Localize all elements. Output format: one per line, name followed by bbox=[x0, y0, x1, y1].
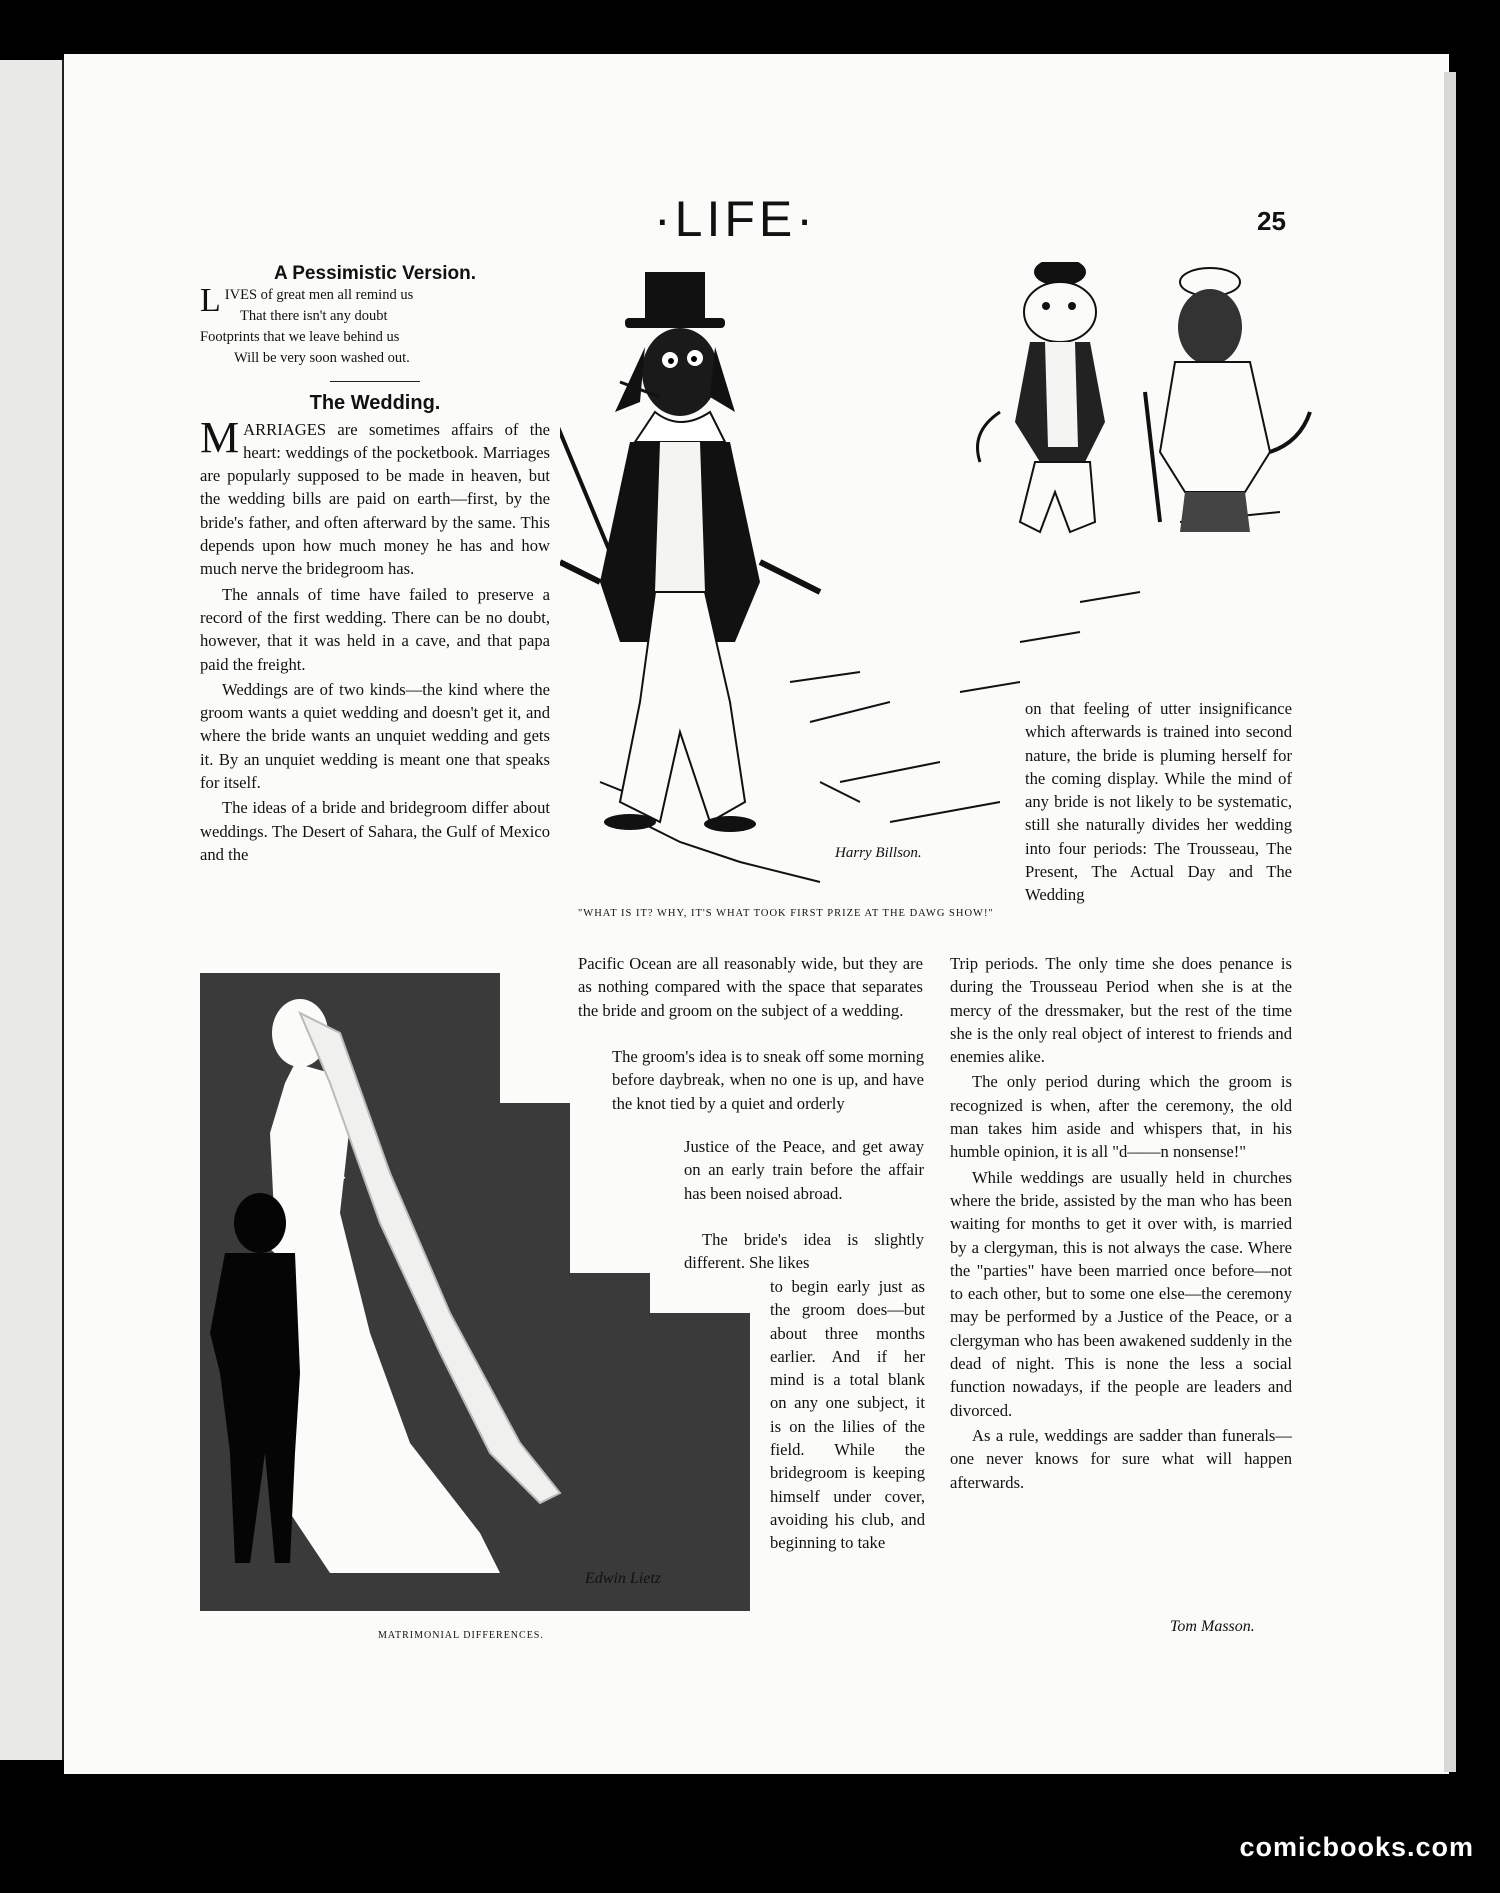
article-paragraph: Weddings are of two kinds—the kind where the groom wants a quiet wedding and doesn't get it, and where the bride wants an unquiet wedding and gets it. By an unquiet wedding is meant one that speaks for itself. bbox=[200, 679, 550, 793]
poem-title: A Pessimistic Version. bbox=[273, 263, 477, 284]
article-paragraph: MARRIAGES are sometimes affairs of the heart: weddings of the pocketbook. Marriages are popularly supposed to be made in heaven, but the wedding bills are paid on earth—first, by the bride's father, and often afterward by the same. This depends upon how much money he has and how much nerve the bridegroom has. bbox=[200, 412, 550, 579]
poem-line: IVES of great men all remind us bbox=[224, 287, 414, 304]
middle-column-d bbox=[684, 1228, 924, 1277]
poem-line: Footprints that we leave behind us bbox=[200, 329, 400, 346]
middle-column-a bbox=[578, 952, 923, 1024]
dogs-signature: Harry Billson. bbox=[835, 845, 922, 861]
shaggy-dog-figure bbox=[1145, 268, 1310, 532]
poem bbox=[200, 282, 550, 369]
page-edge-shadow bbox=[1444, 72, 1456, 1772]
article-paragraph: Pacific Ocean are all reasonably wide, but they are as nothing compared with the space that separates the bride and groom on the subject of a wedding. bbox=[578, 954, 923, 1020]
adjacent-page-edge bbox=[0, 60, 65, 1760]
bulldog-figure bbox=[978, 262, 1106, 532]
poem-dropcap: L bbox=[200, 282, 221, 320]
left-column bbox=[200, 262, 550, 868]
right-column-top bbox=[1025, 697, 1292, 909]
article-paragraph: As a rule, weddings are sadder than funerals—one never knows for sure what will happen afterwards. bbox=[950, 1425, 1292, 1492]
article-paragraph: While weddings are usually held in churches where the bride, assisted by the man who has been waiting for months to get it over with, is married by a clergyman, this is not always the case. Where the "parties" have been married once before—not to each other, but to some one else—the ceremony may be performed by a Justice of the Peace, or a clergyman who has been awakened suddenly in the dead of night. This is none the less a social function nowadays, if the people are leaders and divorced. bbox=[950, 1167, 1292, 1420]
large-dog-figure bbox=[560, 272, 820, 832]
dogs-caption: "WHAT IS IT? WHY, IT'S WHAT TOOK FIRST PRIZE AT THE DAWG SHOW!" bbox=[578, 908, 994, 919]
page-number: 25 bbox=[1257, 206, 1286, 236]
wedding-signature: Edwin Lietz bbox=[585, 1570, 662, 1587]
article-paragraph: The annals of time have failed to preserve a record of the first wedding. There can be no doubt, however, that it was held in a cave, and that papa paid the freight. bbox=[200, 584, 550, 674]
article-title: The Wedding. bbox=[309, 392, 441, 415]
poem-line: That there isn't any doubt bbox=[240, 308, 388, 325]
watermark: comicbooks.com bbox=[1239, 1832, 1474, 1862]
dogs-cartoon bbox=[560, 262, 1440, 902]
middle-column-b bbox=[612, 1045, 924, 1117]
article-paragraph: The groom's idea is to sneak off some morning before daybreak, when no one is up, and have the knot tied by a quiet and orderly bbox=[612, 1047, 924, 1113]
article-paragraph: The ideas of a bride and bridegroom differ about weddings. The Desert of Sahara, the Gulf of Mexico and the bbox=[200, 798, 550, 864]
section-divider bbox=[330, 381, 420, 382]
poem-line: Will be very soon washed out. bbox=[234, 350, 410, 367]
article-paragraph: The only period during which the groom is recognized is when, after the ceremony, the old man takes him aside and whispers that, in his humble opinion, it is all "d——n nonsense!" bbox=[950, 1072, 1292, 1162]
middle-column-c bbox=[684, 1135, 924, 1207]
masthead-title: ·LIFE· bbox=[654, 191, 817, 247]
article-paragraph: Justice of the Peace, and get away on an early train before the affair has been noised abroad. bbox=[684, 1137, 924, 1203]
article-paragraph: to begin early just as the groom does—but about three months earlier. And if her mind is a total blank on any one subject, it is on the lilies of the field. While the bridegroom is keeping himself under cover, avoiding his club, and beginning to take bbox=[770, 1277, 925, 1553]
middle-column-e bbox=[770, 1275, 925, 1557]
article-paragraph: The bride's idea is slightly different. She likes bbox=[684, 1230, 924, 1273]
article-dropcap: M bbox=[200, 412, 240, 462]
right-column-bottom bbox=[950, 952, 1292, 1496]
article-paragraph: Trip periods. The only time she does penance is during the Trousseau Period when she is at the mercy of the dressmaker, but the rest of the time she is the only real object of interest to friends and enemies alike. bbox=[950, 954, 1292, 1067]
wedding-caption: MATRIMONIAL DIFFERENCES. bbox=[378, 1630, 544, 1641]
article-paragraph: on that feeling of utter insignificance which afterwards is trained into second nature, the bride is pluming herself for the coming display. While the mind of any bride is not likely to be systematic, still she naturally divides her wedding into four periods: The Trousseau, The Present, The Actual Day and The Wedding bbox=[1025, 699, 1292, 905]
author-signature: Tom Masson. bbox=[1170, 1618, 1255, 1635]
